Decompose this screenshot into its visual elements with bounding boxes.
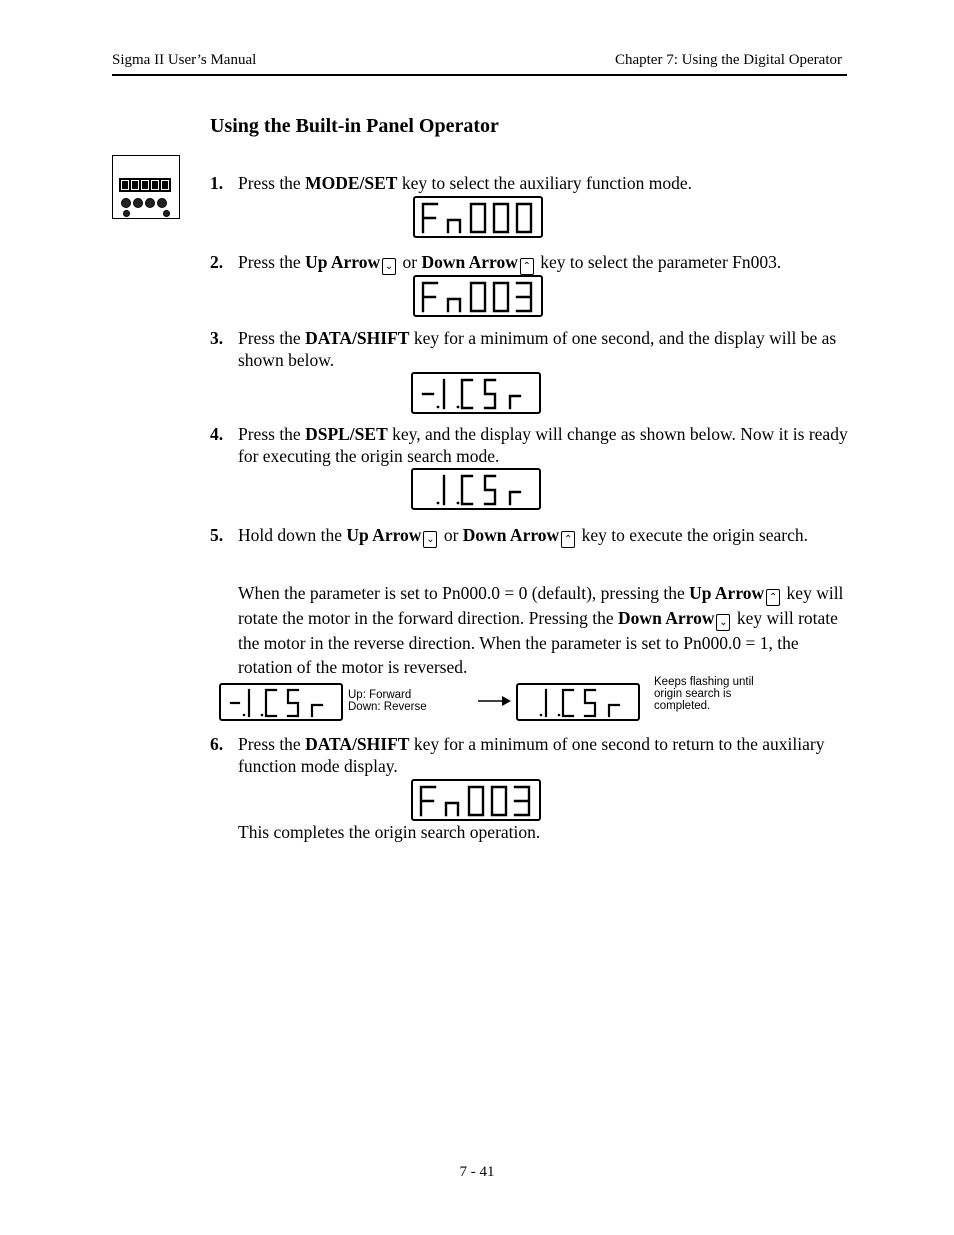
section-title: Using the Built-in Panel Operator <box>210 115 499 137</box>
down-arrow-key-icon: ⌄ <box>423 531 437 548</box>
panel-display <box>119 178 171 192</box>
step-5-paragraph: When the parameter is set to Pn000.0 = 0 (default), pressing the Up Arrow ⌃ key will rotate the motor in the forward direction. Pressing the Down Arrow ⌄ key will rotate the motor in the reverse direction. When the parameter is set to Pn000.0 = 1, the rotation of the motor is reversed. <box>238 583 844 677</box>
running-header-right: Chapter 7: Using the Digital Operator <box>614 52 842 68</box>
lcd-osr-dash <box>411 372 541 414</box>
step-3: 3. Press the DATA/SHIFT key for a minimum of one second, and the display will be as shown below. <box>210 328 837 370</box>
header-rule <box>112 74 847 76</box>
lcd-osr-running <box>219 683 343 721</box>
flashing-note: Keeps flashing until origin search is completed. <box>654 676 754 712</box>
running-header-left: Sigma II User’s Manual <box>112 52 257 68</box>
direction-note: Up: Forward Down: Reverse <box>348 689 427 713</box>
panel-operator-icon <box>112 155 180 219</box>
down-arrow-key-icon: ⌄ <box>382 258 396 275</box>
step-4: 4. Press the DSPL/SET key, and the display will change as shown below. Now it is ready for executing the origin search mode. <box>210 424 848 466</box>
step-2: 2. Press the Up Arrow ⌄ or Down Arrow ⌃ key to select the parameter Fn003. <box>210 251 850 275</box>
step-1: 1. Press the MODE/SET key to select the auxiliary function mode. <box>210 173 692 193</box>
lcd-fn003 <box>413 275 543 317</box>
up-arrow-key-icon: ⌃ <box>561 531 575 548</box>
up-arrow-key-icon: ⌃ <box>766 589 780 606</box>
right-arrow-icon <box>478 695 512 707</box>
lcd-fn000 <box>413 196 543 238</box>
lcd-osr <box>411 468 541 510</box>
closing-text: This completes the origin search operation. <box>238 822 541 842</box>
lcd-fn003-return <box>411 779 541 821</box>
page-number: 7 - 41 <box>459 1164 495 1180</box>
step-6: 6. Press the DATA/SHIFT key for a minimum of one second to return to the auxiliary function mode display. <box>210 734 825 776</box>
up-arrow-key-icon: ⌃ <box>520 258 534 275</box>
down-arrow-key-icon: ⌄ <box>716 614 730 631</box>
lcd-osr-complete <box>516 683 640 721</box>
step-5: 5. Hold down the Up Arrow ⌄ or Down Arrow ⌃ key to execute the origin search. <box>210 524 850 548</box>
